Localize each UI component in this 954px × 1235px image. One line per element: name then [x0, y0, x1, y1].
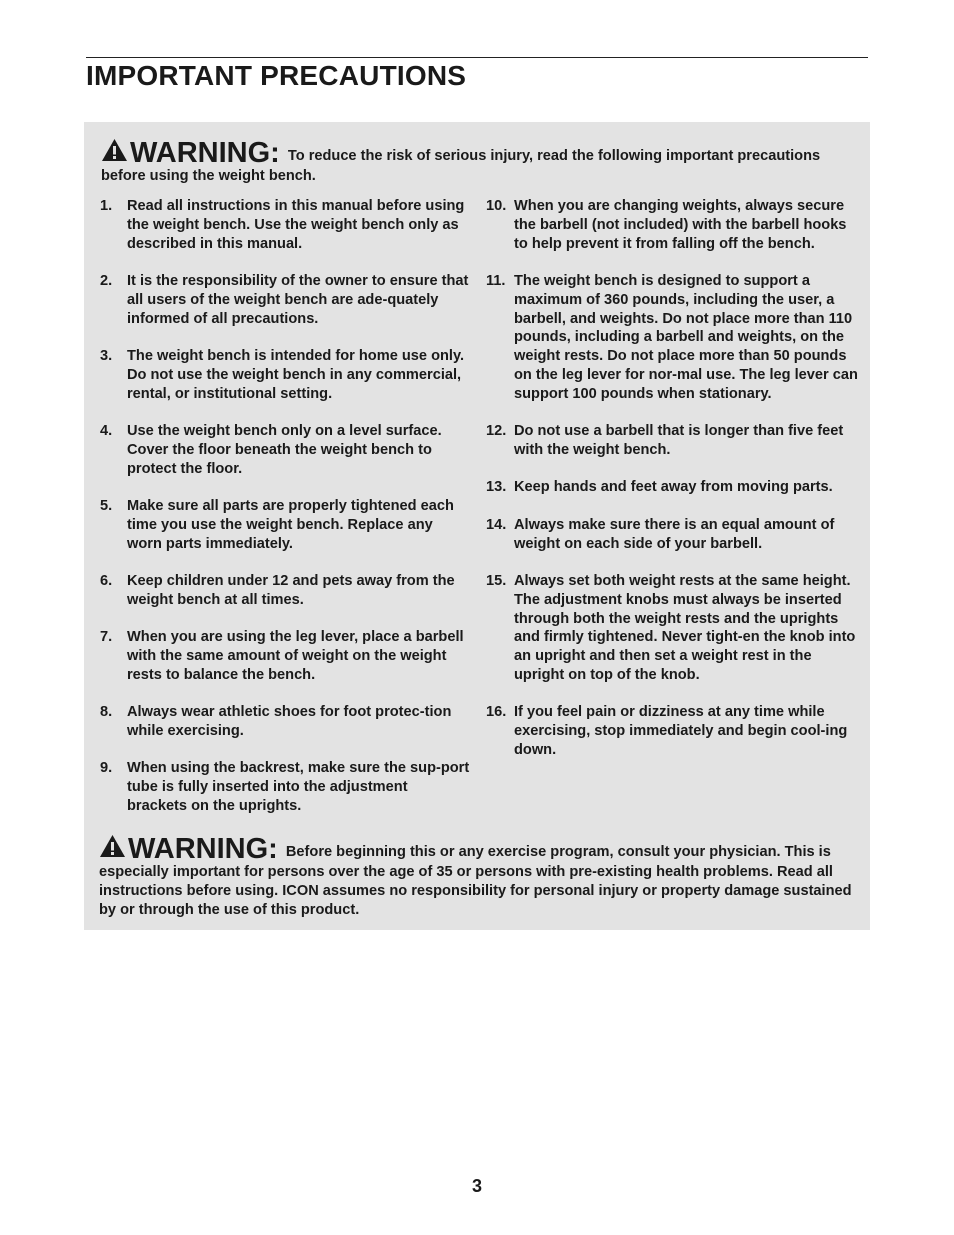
item-number: 10.	[486, 198, 507, 214]
item-text: Do not use a barbell that is longer than five feet with the weight bench.	[514, 423, 844, 458]
precautions-column-right	[486, 197, 858, 760]
item-number: 8.	[100, 704, 113, 721]
page-title: IMPORTANT PRECAUTIONS	[86, 60, 467, 91]
warning-text: To reduce the risk of serious injury, read the following important precautions before using the weight bench.	[101, 148, 821, 184]
precautions-panel	[84, 122, 870, 930]
item-number: 2.	[100, 272, 113, 289]
item-number: 4.	[100, 422, 113, 439]
item-text: When using the backrest, make sure the sup-port tube is fully inserted into the adjustment brackets on the uprights.	[127, 760, 470, 814]
item-text: Always set both weight rests at the same height. The adjustment knobs must always be inserted through both the weight rests and the uprights and firmly tightened. Never tight-en the knob into an upright and then set a weight rest in the upright on top of the knob.	[514, 572, 856, 683]
item-number: 6.	[100, 572, 113, 589]
item-number: 16.	[486, 704, 507, 721]
precaution-item	[486, 272, 858, 404]
item-text: Keep children under 12 and pets away from the weight bench at all times.	[127, 572, 455, 608]
item-text: It is the responsibility of the owner to ensure that all users of the weight bench are ade-quately informed of all precautions.	[127, 272, 469, 327]
item-text: Always wear athletic shoes for foot protec-tion while exercising.	[127, 704, 452, 739]
warning-label: WARNING:	[128, 833, 278, 865]
top-rule	[86, 57, 868, 58]
item-number: 15.	[486, 572, 507, 589]
precaution-item	[486, 197, 858, 253]
item-text: Keep hands and feet away from moving parts.	[514, 479, 833, 496]
precaution-item	[486, 478, 858, 497]
precaution-item	[100, 703, 470, 741]
item-number: 5.	[100, 497, 113, 514]
precaution-item	[100, 347, 470, 403]
precaution-item	[486, 703, 858, 759]
item-number: 14.	[486, 516, 507, 533]
item-text: When you are changing weights, always secure the barbell (not included) with the barbell hooks to help prevent it from falling off the bench.	[514, 198, 847, 252]
precaution-item	[486, 422, 858, 460]
warning-text: Before beginning this or any exercise program, consult your physician. This is especially important for persons over the age of 35 or persons with pre-existing health problems. Read all instructions before using. ICON assumes no responsibility for personal injury or property damage sustained by or through the use of this product.	[99, 844, 852, 918]
item-text: Use the weight bench only on a level surface. Cover the floor beneath the weight bench to protect the floor.	[127, 422, 442, 477]
warning-bottom	[99, 834, 859, 920]
item-number: 13.	[486, 479, 507, 496]
warning-triangle-icon	[101, 138, 128, 162]
precaution-item	[100, 272, 470, 328]
precaution-item	[100, 628, 470, 684]
item-number: 3.	[100, 347, 113, 364]
warning-triangle-icon	[99, 834, 126, 858]
item-number: 12.	[486, 423, 507, 440]
item-number: 7.	[100, 629, 113, 646]
item-text: Make sure all parts are properly tightened each time you use the weight bench. Replace any worn parts immediately.	[127, 497, 454, 552]
item-text: Read all instructions in this manual before using the weight bench. Use the weight bench only as described in this manual.	[127, 198, 465, 252]
item-number: 11.	[486, 272, 506, 289]
page-number: 3	[471, 1176, 482, 1196]
warning-top	[101, 138, 861, 186]
item-text: When you are using the leg lever, place a barbell with the same amount of weight on the weight rests to balance the bench.	[127, 629, 464, 683]
item-text: The weight bench is intended for home use only. Do not use the weight bench in any commercial, rental, or institutional setting.	[127, 347, 465, 402]
item-text: Always make sure there is an equal amount of weight on each side of your barbell.	[514, 516, 835, 552]
item-number: 9.	[100, 760, 113, 777]
item-text: The weight bench is designed to support a maximum of 360 pounds, including the user, a barbell, and weights. Do not place more than 110 pounds, including a barbell and weights, on the weight rests. Do not place more than 50 pounds on the leg lever for nor-mal use. The leg lever can support 100 pounds when stationary.	[514, 272, 858, 402]
precaution-item	[100, 497, 470, 553]
item-text: If you feel pain or dizziness at any time while exercising, stop immediately and begin cool-ing down.	[514, 704, 848, 758]
precaution-item	[486, 516, 858, 554]
precautions-column-left	[100, 197, 470, 816]
precaution-item	[100, 572, 470, 610]
precaution-item	[100, 759, 470, 815]
precaution-item	[486, 572, 858, 685]
precaution-item	[100, 422, 470, 478]
warning-label: WARNING:	[130, 137, 280, 169]
item-number: 1.	[100, 198, 113, 214]
precaution-item	[100, 197, 470, 253]
